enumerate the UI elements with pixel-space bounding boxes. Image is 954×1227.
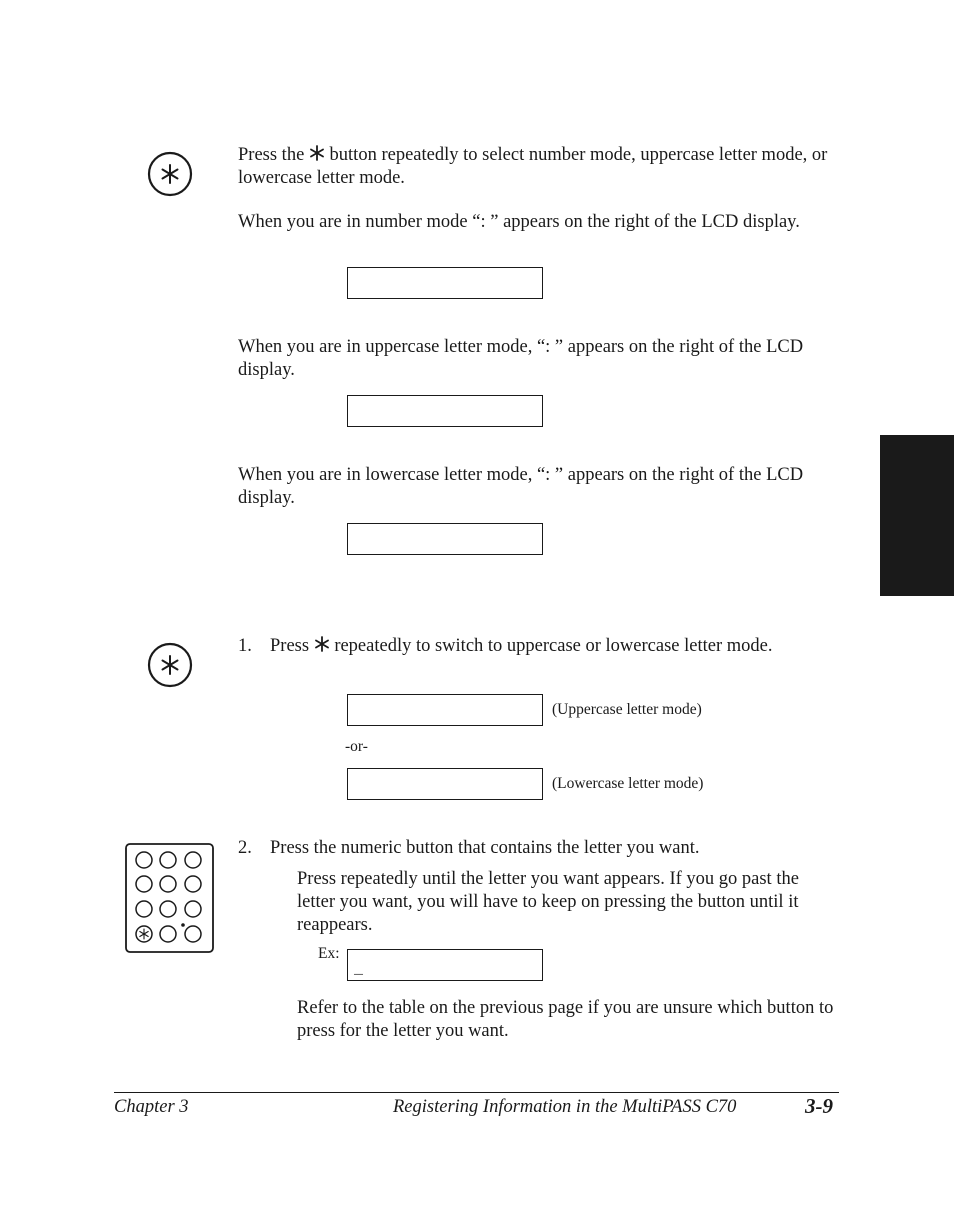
step-1-pre: Press [270, 636, 314, 656]
step-2-number: 2. [238, 838, 252, 858]
lcd-display-example [347, 949, 543, 981]
step-2-text: Press the numeric button that contains the letter you want. [270, 838, 700, 858]
lcd-display-number-mode [347, 267, 543, 299]
uppercase-caption: (Uppercase letter mode) [552, 701, 702, 718]
star-inline-icon [314, 636, 330, 652]
lcd-display-uppercase-example [347, 694, 543, 726]
number-mode-text: When you are in number mode “: ” appears on the right of the LCD display. [238, 212, 800, 232]
star-button-icon [147, 151, 193, 197]
star-instruction [238, 144, 838, 190]
step-1-text [270, 635, 810, 658]
lcd-display-lowercase-example [347, 768, 543, 800]
step-1-number: 1. [238, 636, 252, 656]
chapter-thumb-tab [880, 435, 954, 596]
example-label: Ex: [318, 945, 340, 962]
star-button-icon [147, 642, 193, 688]
lcd-example-value: _ [354, 961, 364, 978]
star-inline-icon [309, 145, 325, 161]
footer-chapter: Chapter 3 [114, 1097, 189, 1117]
or-separator: -or- [345, 738, 368, 755]
footer-rule [114, 1092, 839, 1093]
numeric-keypad-icon [125, 843, 214, 953]
page-number: 3-9 [805, 1094, 833, 1118]
lowercase-mode-text: When you are in lowercase letter mode, “: ” appears on the right of the LCD display. [238, 465, 804, 508]
lowercase-caption: (Lowercase letter mode) [552, 775, 704, 792]
star-instruction-post: button repeatedly to select number mode, uppercase letter mode, or lowercase letter mode. [238, 145, 828, 188]
step-1-post: repeatedly to switch to uppercase or lowercase letter mode. [329, 636, 773, 656]
refer-text: Refer to the table on the previous page if you are unsure which button to press for the letter you want. [297, 998, 834, 1041]
uppercase-mode-text: When you are in uppercase letter mode, “: ” appears on the right of the LCD display. [238, 337, 804, 380]
lcd-display-uppercase-mode [347, 395, 543, 427]
lcd-display-lowercase-mode [347, 523, 543, 555]
step-2-detail: Press repeatedly until the letter you want appears. If you go past the letter you want, you will have to keep on pressing the button until it reappears. [297, 869, 799, 935]
footer-title: Registering Information in the MultiPASS C70 [393, 1097, 737, 1117]
star-instruction-pre: Press the [238, 145, 309, 165]
